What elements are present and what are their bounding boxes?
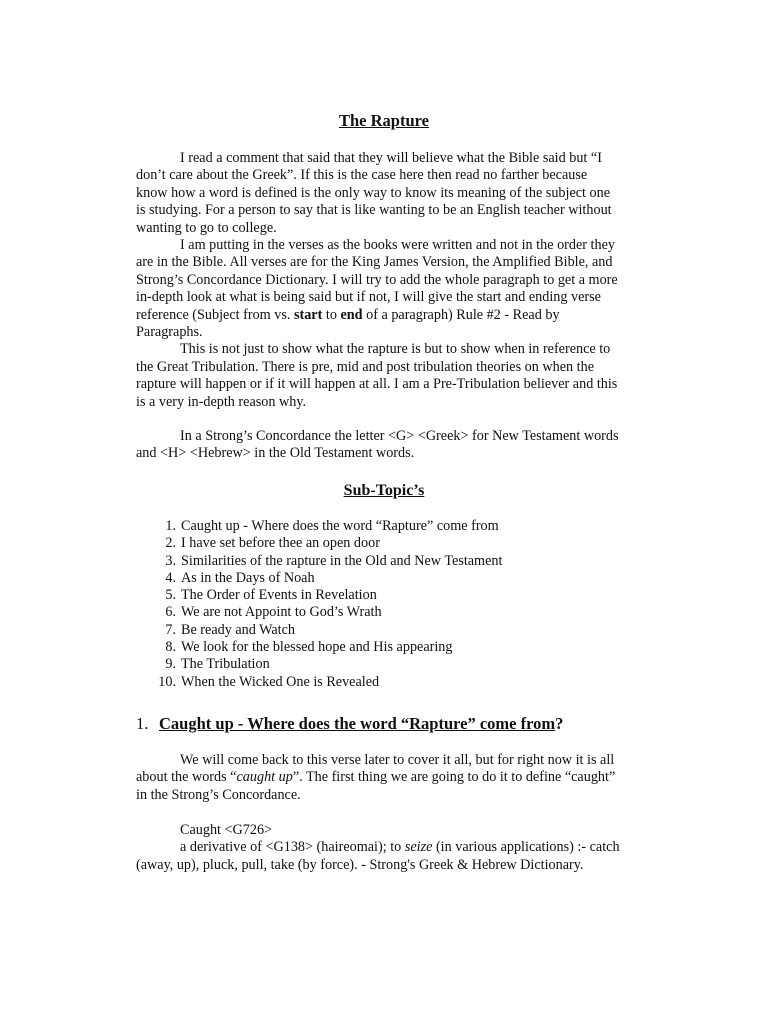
intro-section — [136, 150, 622, 411]
list-item-label: When the Wicked One is Revealed — [181, 673, 380, 690]
definition-block — [136, 822, 622, 874]
list-item-label: The Tribulation — [181, 656, 270, 673]
intro-paragraph-2 — [136, 237, 622, 341]
list-item-number: 8. — [165, 639, 176, 656]
list-item-label: The Order of Events in Revelation — [181, 587, 377, 604]
list-item-label: Similarities of the rapture in the Old and New Testament — [181, 552, 503, 569]
intro-paragraph-2-text-a: I am putting in the verses as the books were written and not in the order they are in the Bible. All verses are for the King James Version, the Amplified Bible, and Strong’s Concordance Dictionary. I will try to add the whole paragraph to get a more in-depth look at what is being said but if not, I will give the start and ending verse reference (Subject from vs. — [136, 237, 618, 323]
end-word: end — [340, 306, 363, 323]
list-item-number: 10. — [158, 673, 176, 690]
definition-term: Caught <G726> — [180, 822, 273, 838]
list-item — [154, 553, 502, 570]
list-item-number: 1. — [165, 518, 176, 534]
list-item — [154, 518, 502, 535]
section-number: 1. — [136, 714, 149, 733]
list-item-number: 3. — [165, 552, 176, 569]
section-heading-suffix: ? — [555, 714, 564, 733]
list-item — [154, 604, 502, 621]
list-item-label: Be ready and Watch — [181, 621, 296, 638]
list-item — [154, 674, 502, 691]
subtopics-title: Sub-Topic’s — [343, 482, 425, 499]
section-paragraph — [136, 752, 622, 804]
list-item-label: Caught up - Where does the word “Rapture” come from — [181, 518, 499, 534]
caught-up-term: caught up — [236, 769, 293, 786]
list-item-number: 5. — [165, 587, 176, 604]
section-paragraph-text-a: We will come back to this verse later to cover it all, but for right now it is all about the words “ — [136, 752, 615, 786]
list-item-number: 4. — [165, 569, 176, 586]
definition-text-b: (in various applications) :- catch (away, up), pluck, pull, take (by force). - Strong's Greek & Hebrew Dictionary. — [136, 839, 620, 873]
section-heading — [136, 713, 563, 735]
list-item — [154, 656, 502, 673]
list-item — [154, 622, 502, 639]
section-body — [136, 752, 622, 804]
list-item — [154, 587, 502, 604]
section-heading-text: Caught up - Where does the word “Rapture” come from — [159, 714, 556, 733]
list-item — [154, 535, 502, 552]
intro-paragraph-3: This is not just to show what the rapture is but to show when in reference to the Great Tribulation. There is pre, mid and post tribulation theories on when the rapture will happen or if it will happen at all. I am a Pre-Tribulation believer and this is a very in-depth reason why. — [136, 341, 618, 410]
list-item-number: 7. — [165, 621, 176, 638]
intro-paragraph-1: I read a comment that said that they will believe what the Bible said but “I don’t care about the Greek”. If this is the case here then read no farther because know how a word is defined is the only way to know its meaning of the subject one is studying. For a person to say that is like wanting to be an English teacher without wanting to go to college. — [136, 150, 612, 236]
list-item — [154, 570, 502, 587]
section-paragraph-text-b: ”. The first thing we are going to do it to define “caught” in the Strong’s Concordance. — [136, 769, 616, 803]
intro-paragraph-2-text-b: to — [322, 306, 341, 323]
list-item-number: 9. — [165, 656, 176, 673]
list-item-number: 6. — [165, 604, 176, 621]
subtopics-list — [154, 518, 502, 691]
list-item-label: As in the Days of Noah — [181, 569, 315, 586]
page-title: The Rapture — [339, 111, 429, 130]
list-item — [154, 639, 502, 656]
strongs-note-paragraph: In a Strong’s Concordance the letter <G> <Greek> for New Testament words and <H> <Hebrew> in the Old Testament words. — [136, 428, 619, 462]
definition-text — [136, 839, 622, 874]
intro-paragraph-2-text-c: of a paragraph) Rule #2 - Read by Paragraphs. — [136, 306, 560, 341]
list-item-label: We are not Appoint to God’s Wrath — [181, 604, 382, 621]
start-word: start — [293, 306, 323, 323]
list-item-label: We look for the blessed hope and His appearing — [181, 639, 453, 656]
list-item-number: 2. — [165, 535, 176, 552]
seize-term: seize — [404, 839, 433, 856]
definition-text-a: a derivative of <G138> (haireomai); to — [180, 839, 405, 856]
list-item-label: I have set before thee an open door — [181, 535, 380, 552]
strongs-note-section — [136, 428, 622, 463]
